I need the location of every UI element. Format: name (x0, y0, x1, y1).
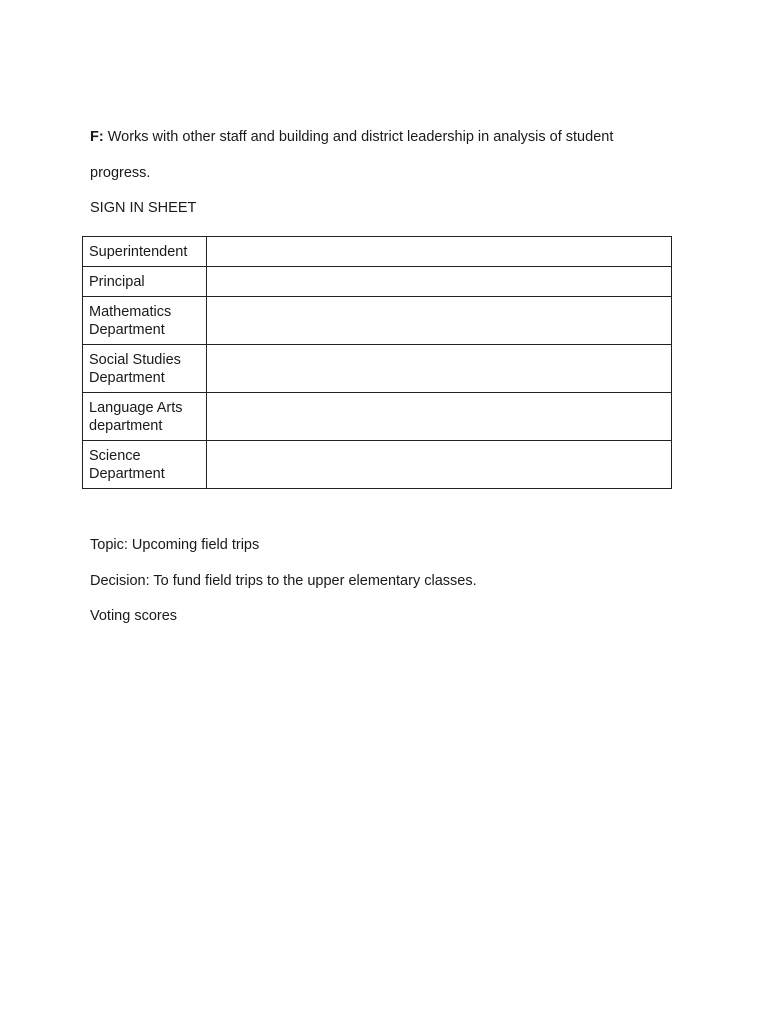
signature-cell-superintendent (207, 237, 672, 267)
table-row (83, 297, 672, 345)
voting-scores-heading: Voting scores (90, 608, 178, 624)
role-cell-social-studies: Social Studies Department (83, 345, 207, 393)
signature-cell-language-arts (207, 393, 672, 441)
criterion-line-1 (90, 128, 613, 146)
table-row (83, 267, 672, 297)
criterion-text-line-1: Works with other staff and building and district leadership in analysis of student (103, 129, 614, 145)
table-row (83, 393, 672, 441)
role-cell-science: Science Department (83, 441, 207, 489)
meeting-topic: Topic: Upcoming field trips (90, 537, 260, 553)
meeting-decision: Decision: To fund field trips to the upper elementary classes. (90, 573, 477, 589)
signature-cell-mathematics (207, 297, 672, 345)
sign-in-sheet-title: SIGN IN SHEET (90, 200, 197, 216)
criterion-text-line-2: progress. (90, 165, 151, 181)
table-row (83, 345, 672, 393)
criterion-label: F: (90, 129, 104, 145)
sign-in-table (82, 236, 672, 489)
table-row (83, 441, 672, 489)
role-cell-principal: Principal (83, 267, 207, 297)
signature-cell-social-studies (207, 345, 672, 393)
signature-cell-principal (207, 267, 672, 297)
role-cell-mathematics: Mathematics Department (83, 297, 207, 345)
signature-cell-science (207, 441, 672, 489)
role-cell-superintendent: Superintendent (83, 237, 207, 267)
role-cell-language-arts: Language Arts department (83, 393, 207, 441)
table-row (83, 237, 672, 267)
